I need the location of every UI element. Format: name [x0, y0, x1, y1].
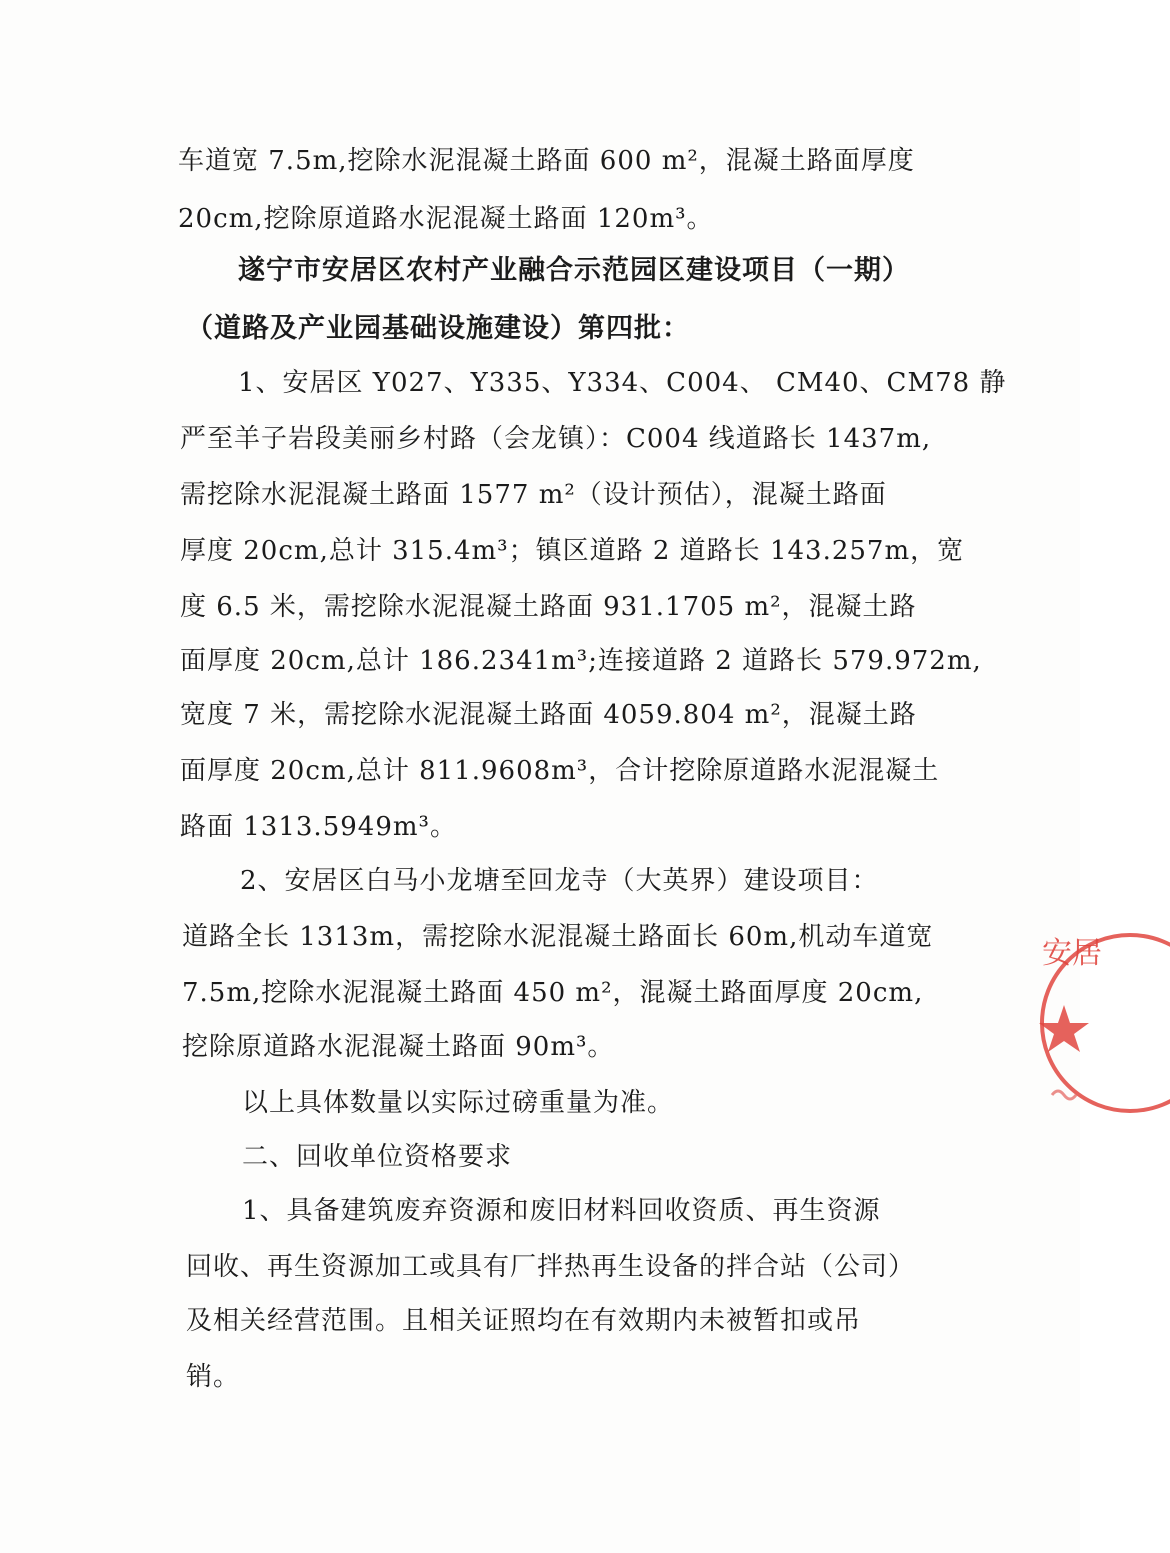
item-2-line-2: 道路全长 1313m，需挖除水泥混凝土路面长 60m,机动车道宽	[182, 922, 934, 952]
qualification-line-4: 销。	[186, 1362, 241, 1392]
section-title-line-1: 遂宁市安居区农村产业融合示范园区建设项目（一期）	[238, 255, 910, 286]
item-1-line-8: 面厚度 20cm,总计 811.9608m³，合计挖除原道路水泥混凝土	[180, 756, 940, 786]
body-line-2: 20cm,挖除原道路水泥混凝土路面 120m³。	[178, 204, 714, 234]
seal-text: 安居	[1042, 936, 1102, 971]
item-1-line-9: 路面 1313.5949m³。	[180, 812, 457, 842]
item-1-line-5: 度 6.5 米，需挖除水泥混凝土路面 931.1705 m²，混凝土路	[180, 592, 917, 622]
item-2-line-3: 7.5m,挖除水泥混凝土路面 450 m²，混凝土路面厚度 20cm,	[182, 978, 924, 1008]
item-1-line-6: 面厚度 20cm,总计 186.2341m³;连接道路 2 道路长 579.972m,	[180, 646, 982, 676]
item-1-line-3: 需挖除水泥混凝土路面 1577 m²（设计预估），混凝土路面	[180, 480, 887, 510]
qualification-line-3: 及相关经营范围。且相关证照均在有效期内未被暂扣或吊	[186, 1306, 862, 1336]
item-1-line-7: 宽度 7 米，需挖除水泥混凝土路面 4059.804 m²，混凝土路	[180, 700, 917, 730]
item-1-line-1: 1、安居区 Y027、Y335、Y334、C004、 CM40、CM78 静	[238, 368, 1007, 398]
item-1-line-4: 厚度 20cm,总计 315.4m³；镇区道路 2 道路长 143.257m，宽	[180, 536, 965, 566]
item-2-line-1: 2、安居区白马小龙塘至回龙寺（大英界）建设项目：	[240, 866, 879, 896]
item-1-line-2: 严至羊子岩段美丽乡村路（会龙镇）：C004 线道路长 1437m,	[180, 424, 932, 454]
note-line: 以上具体数量以实际过磅重量为准。	[242, 1088, 675, 1118]
item-2-line-4: 挖除原道路水泥混凝土路面 90m³。	[182, 1032, 615, 1062]
body-line-1: 车道宽 7.5m,挖除水泥混凝土路面 600 m²，混凝土路面厚度	[178, 146, 915, 176]
qualification-line-2: 回收、再生资源加工或具有厂拌热再生设备的拌合站（公司）	[186, 1252, 916, 1282]
section-heading-qualification: 二、回收单位资格要求	[242, 1142, 513, 1172]
qualification-line-1: 1、具备建筑废弃资源和废旧材料回收资质、再生资源	[242, 1196, 881, 1226]
official-seal-stamp	[1030, 905, 1102, 1145]
section-title-line-2: （道路及产业园基础设施建设）第四批：	[186, 313, 690, 344]
